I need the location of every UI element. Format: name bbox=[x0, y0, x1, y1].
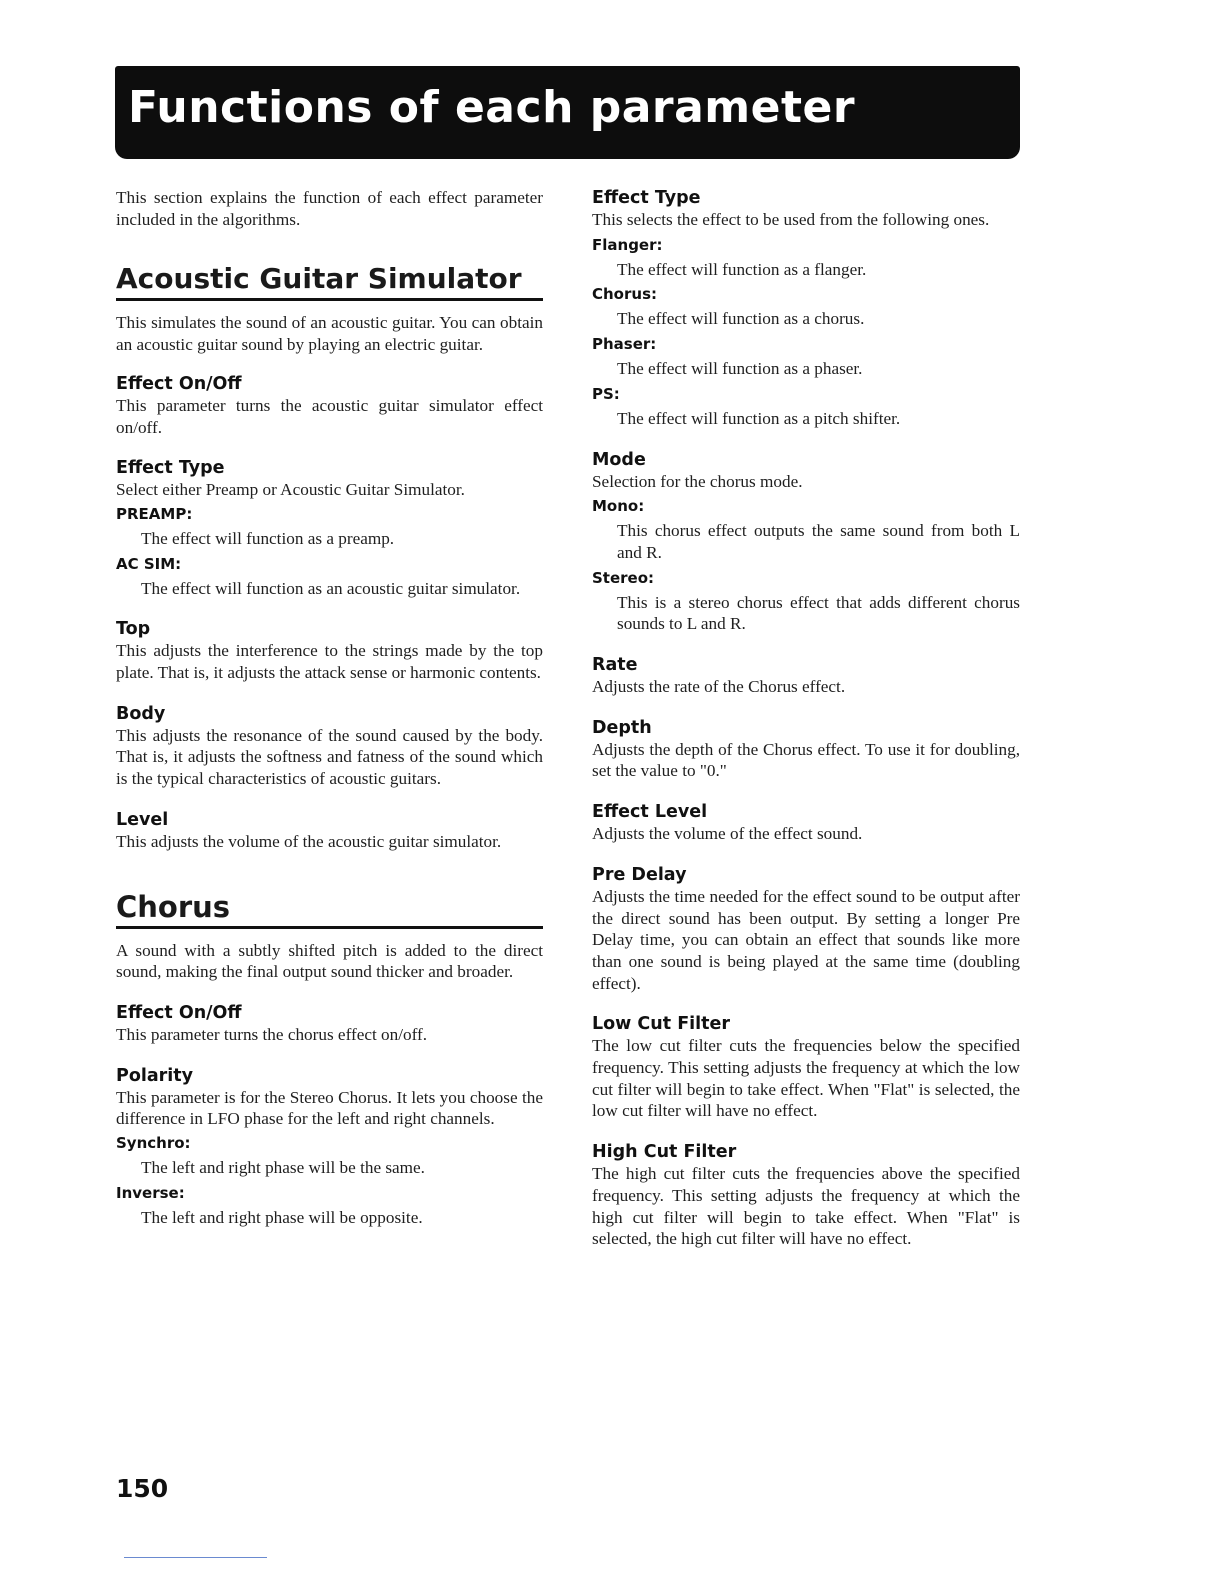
option-label-flanger: Flanger: bbox=[592, 235, 663, 254]
option-label-preamp: PREAMP: bbox=[116, 504, 193, 523]
option-text-phaser: The effect will function as a phaser. bbox=[617, 359, 863, 379]
effect-level-heading: Effect Level bbox=[592, 802, 708, 823]
chorus-onoff-text: This parameter turns the chorus effect on/off. bbox=[116, 1024, 428, 1044]
acoustic-section-title: Acoustic Guitar Simulator bbox=[116, 262, 543, 301]
high-cut-heading: High Cut Filter bbox=[592, 1142, 737, 1163]
effect-level-text: Adjusts the volume of the effect sound. bbox=[592, 824, 863, 844]
polarity-text: This parameter is for the Stereo Chorus. It lets you choose the difference in LFO phase for the left and right channels. bbox=[116, 1087, 543, 1129]
option-label-phaser: Phaser: bbox=[592, 335, 657, 354]
level-heading: Level bbox=[116, 809, 169, 830]
chorus-onoff-heading: Effect On/Off bbox=[116, 1002, 242, 1023]
page-title: Functions of each parameter bbox=[128, 82, 856, 133]
option-text-synchro: The left and right phase will be the same. bbox=[141, 1158, 425, 1178]
option-label-inverse: Inverse: bbox=[116, 1183, 185, 1202]
pre-delay-heading: Pre Delay bbox=[592, 864, 687, 885]
option-label-synchro: Synchro: bbox=[116, 1134, 191, 1153]
depth-heading: Depth bbox=[592, 717, 652, 738]
footer-rule bbox=[124, 1557, 267, 1558]
option-label-chorus: Chorus: bbox=[592, 285, 657, 304]
option-text-ps: The effect will function as a pitch shifter. bbox=[617, 408, 901, 428]
option-text-acsim: The effect will function as an acoustic guitar simulator. bbox=[141, 578, 521, 598]
low-cut-text: The low cut filter cuts the frequencies below the specified frequency. This setting adjusts the frequency at which the low cut filter will begin to take effect. When "Flat" is selected, the low cut filter will have no effect. bbox=[592, 1036, 1020, 1121]
option-text-stereo: This is a stereo chorus effect that adds different chorus sounds to L and R. bbox=[617, 592, 1020, 634]
mode-heading: Mode bbox=[592, 449, 646, 470]
chorus-type-text: This selects the effect to be used from the following ones. bbox=[592, 210, 990, 229]
acoustic-onoff-heading: Effect On/Off bbox=[116, 373, 242, 394]
chorus-type-heading: Effect Type bbox=[592, 188, 701, 208]
polarity-heading: Polarity bbox=[116, 1065, 194, 1086]
option-text-flanger: The effect will function as a flanger. bbox=[617, 259, 867, 279]
high-cut-text: The high cut filter cuts the frequencies above the specified frequency. This setting adjusts the frequency at which the high cut filter will begin to take effect. When "Flat" is selected, the high cut filter will have no effect. bbox=[592, 1164, 1020, 1249]
intro-text: This section explains the function of each effect parameter included in the algorithms. bbox=[116, 188, 543, 229]
option-text-preamp: The effect will function as a preamp. bbox=[141, 528, 395, 548]
option-label-acsim: AC SIM: bbox=[116, 554, 182, 573]
option-label-stereo: Stereo: bbox=[592, 568, 655, 587]
acoustic-onoff-text: This parameter turns the acoustic guitar simulator effect on/off. bbox=[116, 395, 543, 437]
right-column bbox=[592, 187, 1020, 1250]
depth-text: Adjusts the depth of the Chorus effect. To use it for doubling, set the value to "0." bbox=[592, 739, 1020, 781]
rate-text: Adjusts the rate of the Chorus effect. bbox=[592, 677, 846, 697]
top-text: This adjusts the interference to the strings made by the top plate. That is, it adjusts the attack sense or harmonic contents. bbox=[116, 641, 543, 683]
level-text: This adjusts the volume of the acoustic guitar simulator. bbox=[116, 831, 502, 851]
option-label-mono: Mono: bbox=[592, 497, 645, 516]
left-column bbox=[116, 187, 543, 1228]
page-number: 150 bbox=[116, 1474, 169, 1503]
acoustic-type-text: Select either Preamp or Acoustic Guitar Simulator. bbox=[116, 480, 465, 500]
body-text: This adjusts the resonance of the sound caused by the body. That is, it adjusts the softness and fatness of the sound which is the typical characteristics of acoustic guitars. bbox=[116, 725, 543, 789]
option-text-mono: This chorus effect outputs the same sound from both L and R. bbox=[617, 521, 1020, 562]
title-banner bbox=[115, 66, 1020, 159]
top-heading: Top bbox=[116, 619, 151, 640]
option-text-chorus: The effect will function as a chorus. bbox=[617, 309, 865, 329]
acoustic-description: This simulates the sound of an acoustic guitar. You can obtain an acoustic guitar sound by playing an electric guitar. bbox=[116, 313, 543, 355]
option-text-inverse: The left and right phase will be opposite. bbox=[141, 1207, 423, 1227]
chorus-section-title: Chorus bbox=[116, 890, 543, 929]
chorus-description: A sound with a subtly shifted pitch is added to the direct sound, making the final output sound thicker and broader. bbox=[116, 940, 543, 982]
rate-heading: Rate bbox=[592, 655, 638, 676]
low-cut-heading: Low Cut Filter bbox=[592, 1014, 731, 1035]
body-heading: Body bbox=[116, 703, 166, 724]
option-label-ps: PS: bbox=[592, 384, 620, 403]
mode-text: Selection for the chorus mode. bbox=[592, 471, 803, 491]
acoustic-type-heading: Effect Type bbox=[116, 458, 225, 479]
pre-delay-text: Adjusts the time needed for the effect sound to be output after the direct sound has been output. By setting a longer Pre Delay time, you can obtain an effect that sounds like more than one sound is being played at the same time (doubling effect). bbox=[592, 886, 1020, 993]
